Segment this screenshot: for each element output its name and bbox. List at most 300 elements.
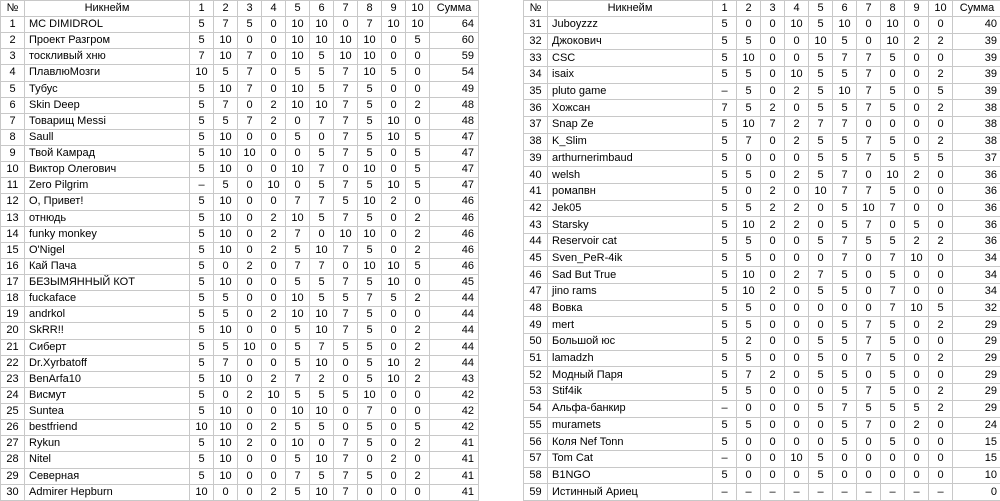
row-nickname: Тубус <box>25 81 190 97</box>
table-row <box>1 113 479 129</box>
row-score-round-8: 5 <box>881 350 905 367</box>
row-score-round-2: 5 <box>737 417 761 434</box>
row-score-round-8: 0 <box>881 217 905 234</box>
row-score-round-1: 5 <box>190 404 214 420</box>
row-rank: 18 <box>1 291 25 307</box>
row-score-round-3: 0 <box>761 167 785 184</box>
row-score-round-8: 5 <box>881 267 905 284</box>
row-sum: 54 <box>430 65 479 81</box>
row-score-round-3: 0 <box>761 233 785 250</box>
row-score-round-8: 0 <box>881 417 905 434</box>
row-score-round-3: 0 <box>761 434 785 451</box>
row-score-round-6: 5 <box>833 434 857 451</box>
row-score-round-8: 5 <box>358 420 382 436</box>
table-row <box>524 33 1000 50</box>
row-nickname: mert <box>548 317 713 334</box>
row-sum: 36 <box>953 183 1000 200</box>
row-score-round-6: 7 <box>833 250 857 267</box>
row-sum: 36 <box>953 167 1000 184</box>
row-rank: 58 <box>524 467 548 484</box>
row-score-round-5: 5 <box>809 67 833 84</box>
row-score-round-9: – <box>905 484 929 501</box>
row-score-round-9: 0 <box>905 100 929 117</box>
row-score-round-10: 2 <box>929 233 953 250</box>
row-nickname: Juboyzzz <box>548 17 713 34</box>
row-score-round-9: 10 <box>382 371 406 387</box>
row-score-round-10: 2 <box>406 355 430 371</box>
row-score-round-5: 5 <box>809 400 833 417</box>
row-score-round-2: 5 <box>214 113 238 129</box>
row-score-round-8: 7 <box>881 250 905 267</box>
row-score-round-5: 5 <box>286 242 310 258</box>
row-score-round-5: 7 <box>286 258 310 274</box>
row-score-round-2: 0 <box>214 387 238 403</box>
row-score-round-2: 10 <box>214 162 238 178</box>
row-score-round-8: 7 <box>881 200 905 217</box>
row-score-round-1: 5 <box>190 129 214 145</box>
row-score-round-2: 0 <box>737 400 761 417</box>
table-row <box>1 129 479 145</box>
row-score-round-10: 0 <box>929 450 953 467</box>
row-score-round-7: 7 <box>334 307 358 323</box>
row-score-round-4: 2 <box>262 307 286 323</box>
row-nickname: Кай Пача <box>25 258 190 274</box>
row-score-round-1: 5 <box>190 468 214 484</box>
row-score-round-2: 10 <box>214 226 238 242</box>
row-score-round-7: 7 <box>334 242 358 258</box>
row-score-round-4: 2 <box>785 83 809 100</box>
row-rank: 29 <box>1 468 25 484</box>
row-rank: 46 <box>524 267 548 284</box>
standings-table-right <box>523 0 1000 501</box>
row-score-round-5: 5 <box>286 339 310 355</box>
row-score-round-7: 7 <box>334 452 358 468</box>
row-score-round-6: 5 <box>833 334 857 351</box>
row-score-round-5: 10 <box>286 291 310 307</box>
row-score-round-5: 0 <box>809 217 833 234</box>
row-score-round-7: 7 <box>334 484 358 500</box>
row-score-round-10: 5 <box>406 178 430 194</box>
row-score-round-4: 10 <box>785 67 809 84</box>
row-score-round-7: 0 <box>334 258 358 274</box>
row-score-round-6: 5 <box>310 81 334 97</box>
row-score-round-5: 10 <box>286 97 310 113</box>
row-score-round-9: 0 <box>905 133 929 150</box>
row-score-round-8: 5 <box>358 436 382 452</box>
row-score-round-3: 7 <box>238 49 262 65</box>
row-score-round-7: 5 <box>334 194 358 210</box>
row-nickname: ромапвн <box>548 183 713 200</box>
row-rank: 28 <box>1 452 25 468</box>
row-score-round-9: 0 <box>382 484 406 500</box>
row-score-round-8: 10 <box>358 194 382 210</box>
row-score-round-2: 0 <box>737 150 761 167</box>
row-score-round-10: 0 <box>929 200 953 217</box>
row-score-round-1: – <box>713 484 737 501</box>
row-nickname: ПлавлюМозги <box>25 65 190 81</box>
row-score-round-1: 7 <box>713 100 737 117</box>
row-score-round-5: 0 <box>809 200 833 217</box>
row-sum: 37 <box>953 150 1000 167</box>
row-score-round-5: 5 <box>286 387 310 403</box>
row-score-round-5: 5 <box>286 65 310 81</box>
row-score-round-3: 0 <box>761 417 785 434</box>
row-score-round-2: 5 <box>737 384 761 401</box>
row-score-round-7: 10 <box>334 33 358 49</box>
row-score-round-9: 5 <box>905 400 929 417</box>
row-score-round-2: 0 <box>737 450 761 467</box>
row-score-round-2: 10 <box>737 267 761 284</box>
row-score-round-4: 0 <box>262 275 286 291</box>
row-score-round-2: 10 <box>214 33 238 49</box>
row-score-round-5: 5 <box>286 323 310 339</box>
table-row <box>1 17 479 33</box>
row-score-round-4: 0 <box>785 317 809 334</box>
row-rank: 35 <box>524 83 548 100</box>
row-score-round-6: 5 <box>833 284 857 301</box>
row-rank: 23 <box>1 371 25 387</box>
row-score-round-9: 0 <box>905 450 929 467</box>
row-score-round-3: 0 <box>761 150 785 167</box>
row-score-round-6: 10 <box>310 17 334 33</box>
row-score-round-4: 0 <box>785 233 809 250</box>
row-score-round-1: 5 <box>713 284 737 301</box>
row-nickname: Проект Разгром <box>25 33 190 49</box>
row-score-round-10: 2 <box>406 242 430 258</box>
row-score-round-3: 0 <box>238 129 262 145</box>
row-score-round-10: 2 <box>929 33 953 50</box>
row-score-round-7: 7 <box>334 65 358 81</box>
row-score-round-5: 0 <box>809 434 833 451</box>
row-rank: 1 <box>1 17 25 33</box>
row-score-round-5: 5 <box>809 367 833 384</box>
row-score-round-5: 0 <box>809 300 833 317</box>
row-nickname: Висмут <box>25 387 190 403</box>
row-sum: 41 <box>430 436 479 452</box>
table-row <box>524 150 1000 167</box>
row-score-round-9: 5 <box>905 217 929 234</box>
header-round-8: 8 <box>881 1 905 17</box>
row-nickname: muramets <box>548 417 713 434</box>
row-nickname: andrkol <box>25 307 190 323</box>
row-score-round-1: – <box>713 400 737 417</box>
row-score-round-5: 5 <box>809 17 833 34</box>
row-score-round-8: 5 <box>358 81 382 97</box>
row-nickname: pluto game <box>548 83 713 100</box>
header-round-6: 6 <box>310 1 334 17</box>
row-score-round-4: 0 <box>785 417 809 434</box>
row-score-round-2: 10 <box>214 146 238 162</box>
row-score-round-6: 5 <box>833 267 857 284</box>
table-row <box>524 367 1000 384</box>
row-score-round-8: 5 <box>358 323 382 339</box>
row-score-round-9: 2 <box>905 233 929 250</box>
row-score-round-2: 0 <box>214 258 238 274</box>
row-nickname: Модный Паря <box>548 367 713 384</box>
row-nickname: arthurnerimbaud <box>548 150 713 167</box>
row-score-round-5: 10 <box>286 307 310 323</box>
row-rank: 16 <box>1 258 25 274</box>
row-sum: 29 <box>953 367 1000 384</box>
header-round-2: 2 <box>214 1 238 17</box>
table-row <box>1 65 479 81</box>
row-score-round-6: 5 <box>310 146 334 162</box>
row-score-round-3: 0 <box>238 97 262 113</box>
row-rank: 50 <box>524 334 548 351</box>
row-score-round-1: 5 <box>190 162 214 178</box>
row-score-round-6: 0 <box>310 226 334 242</box>
row-score-round-10: 2 <box>406 97 430 113</box>
row-score-round-2: 0 <box>737 17 761 34</box>
row-score-round-1: 5 <box>713 367 737 384</box>
row-score-round-10: 0 <box>406 275 430 291</box>
row-score-round-7: 0 <box>857 467 881 484</box>
row-score-round-4: 0 <box>785 384 809 401</box>
row-score-round-4: 0 <box>785 100 809 117</box>
row-score-round-2: 10 <box>214 420 238 436</box>
row-score-round-6: 10 <box>833 17 857 34</box>
row-rank: 2 <box>1 33 25 49</box>
row-score-round-9: 10 <box>382 178 406 194</box>
row-rank: 43 <box>524 217 548 234</box>
row-sum: 34 <box>953 267 1000 284</box>
table-row <box>524 133 1000 150</box>
row-sum: 46 <box>430 258 479 274</box>
row-score-round-10: 0 <box>406 387 430 403</box>
row-rank: 11 <box>1 178 25 194</box>
row-score-round-4: 2 <box>262 371 286 387</box>
row-score-round-1: 5 <box>190 436 214 452</box>
row-score-round-8: 10 <box>358 258 382 274</box>
row-score-round-4: 2 <box>785 133 809 150</box>
row-rank: 10 <box>1 162 25 178</box>
row-sum: 44 <box>430 323 479 339</box>
row-score-round-7: 5 <box>857 400 881 417</box>
row-score-round-2: 10 <box>214 81 238 97</box>
row-score-round-8: 5 <box>881 434 905 451</box>
row-nickname: Товарищ Messi <box>25 113 190 129</box>
header-round-5: 5 <box>809 1 833 17</box>
row-sum: 46 <box>430 226 479 242</box>
row-score-round-3: 5 <box>238 17 262 33</box>
row-sum: 29 <box>953 334 1000 351</box>
row-score-round-7: 5 <box>857 233 881 250</box>
table-row <box>1 355 479 371</box>
row-score-round-7: 0 <box>334 371 358 387</box>
row-nickname: Stif4ik <box>548 384 713 401</box>
row-score-round-9: 2 <box>905 167 929 184</box>
row-nickname: Suntea <box>25 404 190 420</box>
row-score-round-5: 0 <box>809 417 833 434</box>
row-sum: 39 <box>953 83 1000 100</box>
row-score-round-3: 0 <box>761 17 785 34</box>
row-score-round-3: 0 <box>761 467 785 484</box>
row-score-round-1: 5 <box>713 183 737 200</box>
row-score-round-3: 0 <box>238 275 262 291</box>
row-score-round-9: 10 <box>382 17 406 33</box>
row-rank: 31 <box>524 17 548 34</box>
row-score-round-5: 0 <box>809 317 833 334</box>
row-score-round-4: 2 <box>262 420 286 436</box>
row-score-round-5: 5 <box>809 100 833 117</box>
row-score-round-5: 5 <box>809 83 833 100</box>
row-score-round-5: 7 <box>809 267 833 284</box>
row-score-round-9: 5 <box>905 150 929 167</box>
row-score-round-2: 10 <box>214 129 238 145</box>
table-row <box>524 200 1000 217</box>
row-score-round-4: 0 <box>262 323 286 339</box>
row-rank: 5 <box>1 81 25 97</box>
header-round-3: 3 <box>761 1 785 17</box>
row-score-round-9: 0 <box>905 200 929 217</box>
row-score-round-6: 5 <box>310 468 334 484</box>
row-nickname: Admirer Hepburn <box>25 484 190 500</box>
row-score-round-7: – <box>857 484 881 501</box>
row-score-round-2: 10 <box>214 194 238 210</box>
row-score-round-8: 10 <box>358 387 382 403</box>
row-score-round-6: 0 <box>833 350 857 367</box>
row-score-round-4: 0 <box>785 334 809 351</box>
row-score-round-8: 5 <box>881 133 905 150</box>
row-score-round-5: 5 <box>286 355 310 371</box>
row-score-round-9: 10 <box>382 275 406 291</box>
row-score-round-10: 0 <box>406 404 430 420</box>
row-score-round-8: 7 <box>881 284 905 301</box>
row-score-round-2: 5 <box>737 83 761 100</box>
row-score-round-5: 5 <box>809 350 833 367</box>
row-score-round-9: 0 <box>382 210 406 226</box>
row-nickname: Альфа-банкир <box>548 400 713 417</box>
row-nickname: Коля Nef Tonn <box>548 434 713 451</box>
row-score-round-8: 5 <box>881 233 905 250</box>
row-score-round-9: 10 <box>382 113 406 129</box>
row-score-round-6: 7 <box>833 50 857 67</box>
row-score-round-2: 0 <box>737 183 761 200</box>
row-score-round-8: 5 <box>358 371 382 387</box>
row-score-round-1: 5 <box>713 217 737 234</box>
table-row <box>524 484 1000 501</box>
row-score-round-10: 0 <box>929 117 953 134</box>
header-sum: Сумма <box>953 1 1000 17</box>
row-score-round-2: 10 <box>214 404 238 420</box>
row-score-round-6: 10 <box>310 242 334 258</box>
row-sum: 39 <box>953 50 1000 67</box>
row-score-round-10: 0 <box>406 452 430 468</box>
row-score-round-10: 0 <box>406 484 430 500</box>
row-score-round-2: 5 <box>737 350 761 367</box>
row-score-round-2: 10 <box>214 323 238 339</box>
table-row <box>524 50 1000 67</box>
row-score-round-1: 5 <box>190 17 214 33</box>
row-score-round-6: 10 <box>310 452 334 468</box>
row-score-round-5: 5 <box>809 133 833 150</box>
row-sum: 34 <box>953 284 1000 301</box>
row-score-round-6: 5 <box>833 100 857 117</box>
row-rank: 24 <box>1 387 25 403</box>
table-row <box>524 250 1000 267</box>
row-score-round-4: 0 <box>785 150 809 167</box>
row-score-round-4: 0 <box>262 404 286 420</box>
row-score-round-5: 0 <box>286 146 310 162</box>
row-nickname: Zero Pilgrim <box>25 178 190 194</box>
row-score-round-8: 5 <box>881 334 905 351</box>
row-score-round-10: 2 <box>406 323 430 339</box>
row-score-round-5: 10 <box>286 33 310 49</box>
row-score-round-9: 10 <box>382 129 406 145</box>
row-score-round-6: 5 <box>310 178 334 194</box>
row-score-round-6: 5 <box>833 33 857 50</box>
row-score-round-7: 0 <box>857 300 881 317</box>
row-score-round-10: 2 <box>406 210 430 226</box>
row-sum: 42 <box>430 387 479 403</box>
row-score-round-1: 5 <box>713 167 737 184</box>
row-score-round-4: 10 <box>785 17 809 34</box>
row-score-round-1: 5 <box>190 323 214 339</box>
row-score-round-2: 7 <box>214 97 238 113</box>
row-score-round-8: 0 <box>881 67 905 84</box>
row-score-round-6: 10 <box>310 323 334 339</box>
row-score-round-4: 2 <box>262 97 286 113</box>
row-score-round-4: 0 <box>785 300 809 317</box>
row-score-round-5: 5 <box>286 452 310 468</box>
row-score-round-2: 10 <box>737 284 761 301</box>
row-rank: 21 <box>1 339 25 355</box>
row-score-round-5: 5 <box>809 284 833 301</box>
row-sum: 49 <box>430 81 479 97</box>
row-sum: 44 <box>430 291 479 307</box>
row-score-round-10: 0 <box>929 50 953 67</box>
row-rank: 26 <box>1 420 25 436</box>
row-score-round-6: 5 <box>310 420 334 436</box>
row-sum: 41 <box>430 452 479 468</box>
row-rank: 6 <box>1 97 25 113</box>
row-score-round-9: 0 <box>382 339 406 355</box>
row-score-round-5: 5 <box>286 420 310 436</box>
row-score-round-10: 0 <box>406 113 430 129</box>
row-rank: 7 <box>1 113 25 129</box>
row-score-round-9: 10 <box>382 355 406 371</box>
row-score-round-3: 2 <box>238 258 262 274</box>
row-rank: 39 <box>524 150 548 167</box>
row-sum: 64 <box>430 17 479 33</box>
row-score-round-1: 10 <box>190 420 214 436</box>
row-score-round-8: 7 <box>358 17 382 33</box>
row-score-round-10: – <box>929 484 953 501</box>
row-sum: 38 <box>953 133 1000 150</box>
row-score-round-6: 5 <box>833 317 857 334</box>
row-score-round-10: 2 <box>406 291 430 307</box>
row-score-round-7: 7 <box>857 100 881 117</box>
row-score-round-7: 0 <box>334 17 358 33</box>
row-nickname: Сиберт <box>25 339 190 355</box>
row-score-round-7: 0 <box>857 450 881 467</box>
row-score-round-4: 0 <box>785 434 809 451</box>
row-score-round-9: 10 <box>905 300 929 317</box>
row-rank: 15 <box>1 242 25 258</box>
row-nickname: О, Привет! <box>25 194 190 210</box>
row-score-round-3: 2 <box>761 200 785 217</box>
row-score-round-4: 0 <box>262 162 286 178</box>
row-score-round-10: 2 <box>929 67 953 84</box>
row-nickname: Истинный Ариец <box>548 484 713 501</box>
row-score-round-8: 5 <box>358 146 382 162</box>
row-sum: 46 <box>430 242 479 258</box>
row-score-round-8: 5 <box>358 355 382 371</box>
row-score-round-6: 10 <box>310 97 334 113</box>
table-row <box>1 275 479 291</box>
row-score-round-6: 0 <box>833 300 857 317</box>
row-score-round-4: 0 <box>785 250 809 267</box>
